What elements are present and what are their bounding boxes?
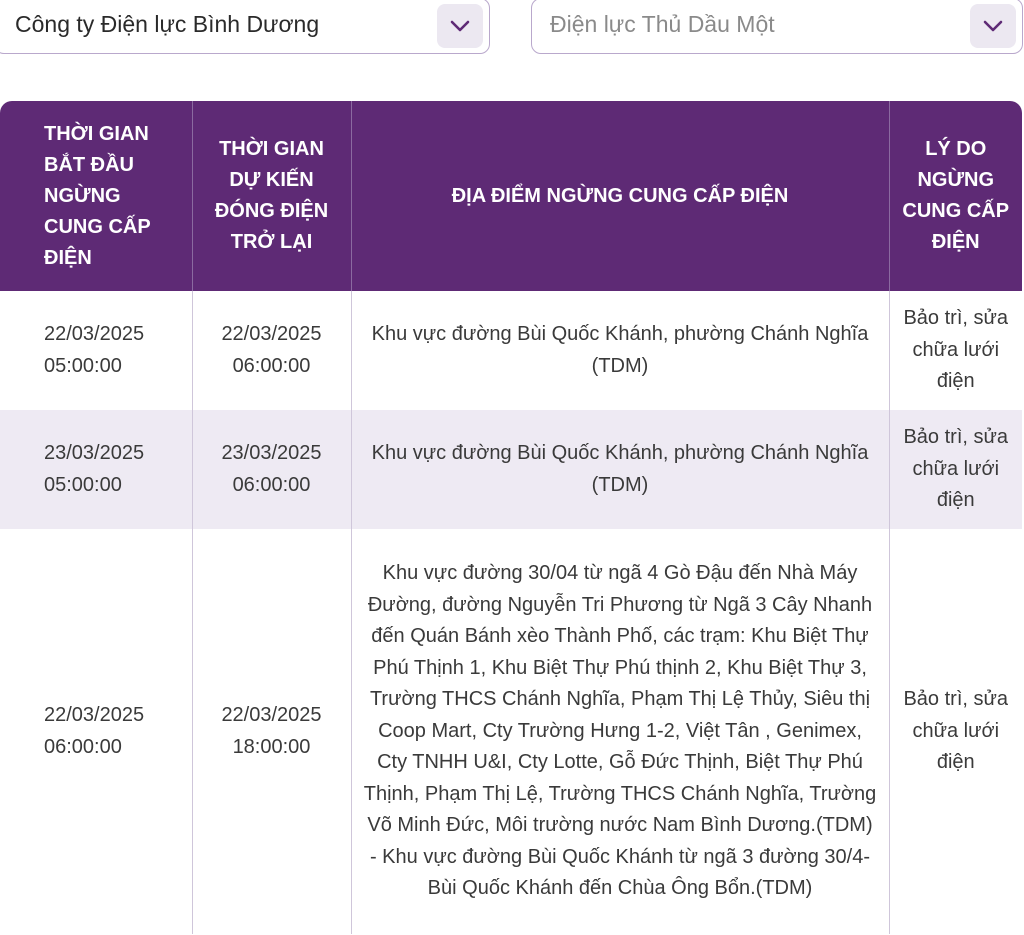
cell-location: Khu vực đường 30/04 từ ngã 4 Gò Đậu đến Nhà Máy Đường, đường Nguyễn Tri Phương từ Ngã 3 Cây Nhanh đến Quán Bánh xèo Thành Phố, các trạm: Khu Biệt Thự Phú Thịnh 1, Khu Biệt Thự Phú thịnh 2, Khu Biệt Thự 3, Trường THCS Chánh Nghĩa, Phạm Thị Lệ Thủy, Siêu thị Coop Mart, Cty Trường Hưng 1-2, Việt Tân , Genimex, Cty TNHH U&I, Cty Lotte, Gỗ Đức Thịnh, Biệt Thự Phú Thịnh, Phạm Thị Lệ, Trường THCS Chánh Nghĩa, Trường Võ Minh Đức, Môi trường nước Nam Bình Dương.(TDM) - Khu vực đường Bùi Quốc Khánh từ ngã 3 đường 30/4-Bùi Quốc Khánh đến Chùa Ông Bổn.(TDM)	[351, 529, 889, 934]
header-location: ĐỊA ĐIỂM NGỪNG CUNG CẤP ĐIỆN	[351, 101, 889, 291]
header-start-time: THỜI GIAN BẮT ĐẦU NGỪNG CUNG CẤP ĐIỆN	[0, 101, 192, 291]
cell-location: Khu vực đường Bùi Quốc Khánh, phường Chánh Nghĩa (TDM)	[351, 410, 889, 529]
branch-select[interactable]	[531, 0, 1023, 54]
cell-location: Khu vực đường Bùi Quốc Khánh, phường Chánh Nghĩa (TDM)	[351, 291, 889, 410]
table-header-row	[0, 101, 1022, 291]
header-end-time: THỜI GIAN DỰ KIẾN ĐÓNG ĐIỆN TRỞ LẠI	[192, 101, 351, 291]
outage-schedule-table-wrap	[0, 101, 1022, 934]
cell-reason: Bảo trì, sửa chữa lưới điện	[889, 410, 1022, 529]
cell-end-time: 22/03/2025 06:00:00	[192, 291, 351, 410]
cell-end-time: 22/03/2025 18:00:00	[192, 529, 351, 934]
filter-bar	[0, 0, 1024, 56]
table-row	[0, 410, 1022, 529]
cell-end-time: 23/03/2025 06:00:00	[192, 410, 351, 529]
cell-reason: Bảo trì, sửa chữa lưới điện	[889, 291, 1022, 410]
table-row	[0, 291, 1022, 410]
header-reason: LÝ DO NGỪNG CUNG CẤP ĐIỆN	[889, 101, 1022, 291]
table-row	[0, 529, 1022, 934]
cell-start-time: 23/03/2025 05:00:00	[0, 410, 192, 529]
company-select-value: Công ty Điện lực Bình Dương	[15, 11, 320, 37]
chevron-down-icon[interactable]	[970, 4, 1016, 48]
branch-select-value: Điện lực Thủ Dầu Một	[550, 11, 775, 37]
chevron-down-icon[interactable]	[437, 4, 483, 48]
cell-reason: Bảo trì, sửa chữa lưới điện	[889, 529, 1022, 934]
cell-start-time: 22/03/2025 06:00:00	[0, 529, 192, 934]
cell-start-time: 22/03/2025 05:00:00	[0, 291, 192, 410]
table-header	[0, 101, 1022, 291]
table-body	[0, 291, 1022, 934]
outage-schedule-table	[0, 101, 1022, 934]
company-select[interactable]	[0, 0, 490, 54]
